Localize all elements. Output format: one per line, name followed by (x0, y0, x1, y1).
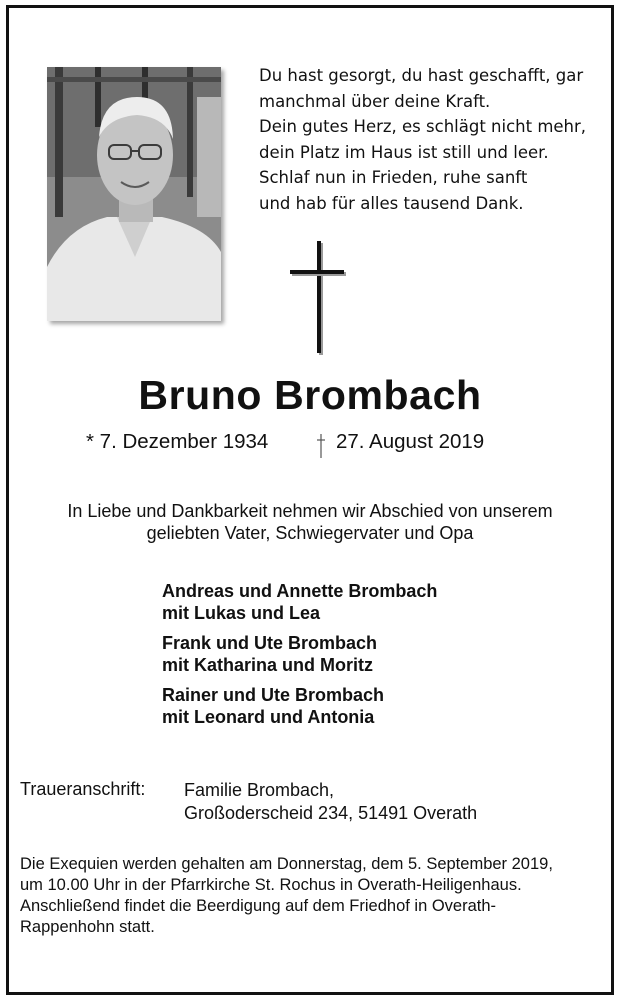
notice-line: Anschließend findet die Beerdigung auf dem Friedhof in Overath- (20, 897, 497, 915)
family-children: mit Lukas und Lea (162, 603, 321, 623)
intro-line: geliebten Vater, Schwiegervater und Opa (146, 523, 474, 543)
notice-line: Rappenhohn statt. (20, 918, 155, 936)
portrait-photo (47, 67, 221, 321)
family-group (162, 684, 437, 728)
dagger-icon (316, 433, 326, 459)
intro-line: In Liebe und Dankbarkeit nehmen wir Abschied von unserem (67, 501, 553, 521)
notice-line: Die Exequien werden gehalten am Donnerstag, dem 5. September 2019, (20, 855, 553, 873)
address-label: Traueranschrift: (20, 779, 146, 799)
poem-line: dein Platz im Haus ist still und leer. (259, 142, 549, 162)
birth-date: * 7. Dezember 1934 (86, 430, 269, 453)
service-notice (20, 854, 612, 938)
family-children: mit Leonard und Antonia (162, 707, 375, 727)
cross-icon (288, 240, 348, 356)
family-children: mit Katharina und Moritz (162, 655, 373, 675)
poem-line: Schlaf nun in Frieden, ruhe sanft (259, 168, 528, 188)
family-group (162, 632, 437, 676)
poem (259, 63, 599, 217)
poem-line: und hab für alles tausend Dank. (259, 193, 524, 213)
family-list (162, 580, 437, 736)
notice-line: um 10.00 Uhr in der Pfarrkirche St. Rochus in Overath-Heiligenhaus. (20, 876, 522, 894)
family-name: Rainer und Ute Brombach (162, 685, 385, 705)
family-name: Andreas und Annette Brombach (162, 581, 438, 601)
family-group (162, 580, 437, 624)
poem-line: Du hast gesorgt, du hast geschafft, gar (259, 66, 584, 85)
poem-line: Dein gutes Herz, es schlägt nicht mehr, (259, 117, 587, 137)
family-name: Frank und Ute Brombach (162, 633, 378, 653)
death-date: 27. August 2019 (336, 430, 485, 453)
deceased-name: Bruno Brombach (138, 372, 482, 418)
poem-line: manchmal über deine Kraft. (259, 91, 491, 111)
mourning-address (184, 779, 477, 825)
address-line: Großoderscheid 234, 51491 Overath (184, 803, 478, 823)
intro-text (0, 500, 620, 544)
address-line: Familie Brombach, (184, 780, 335, 800)
